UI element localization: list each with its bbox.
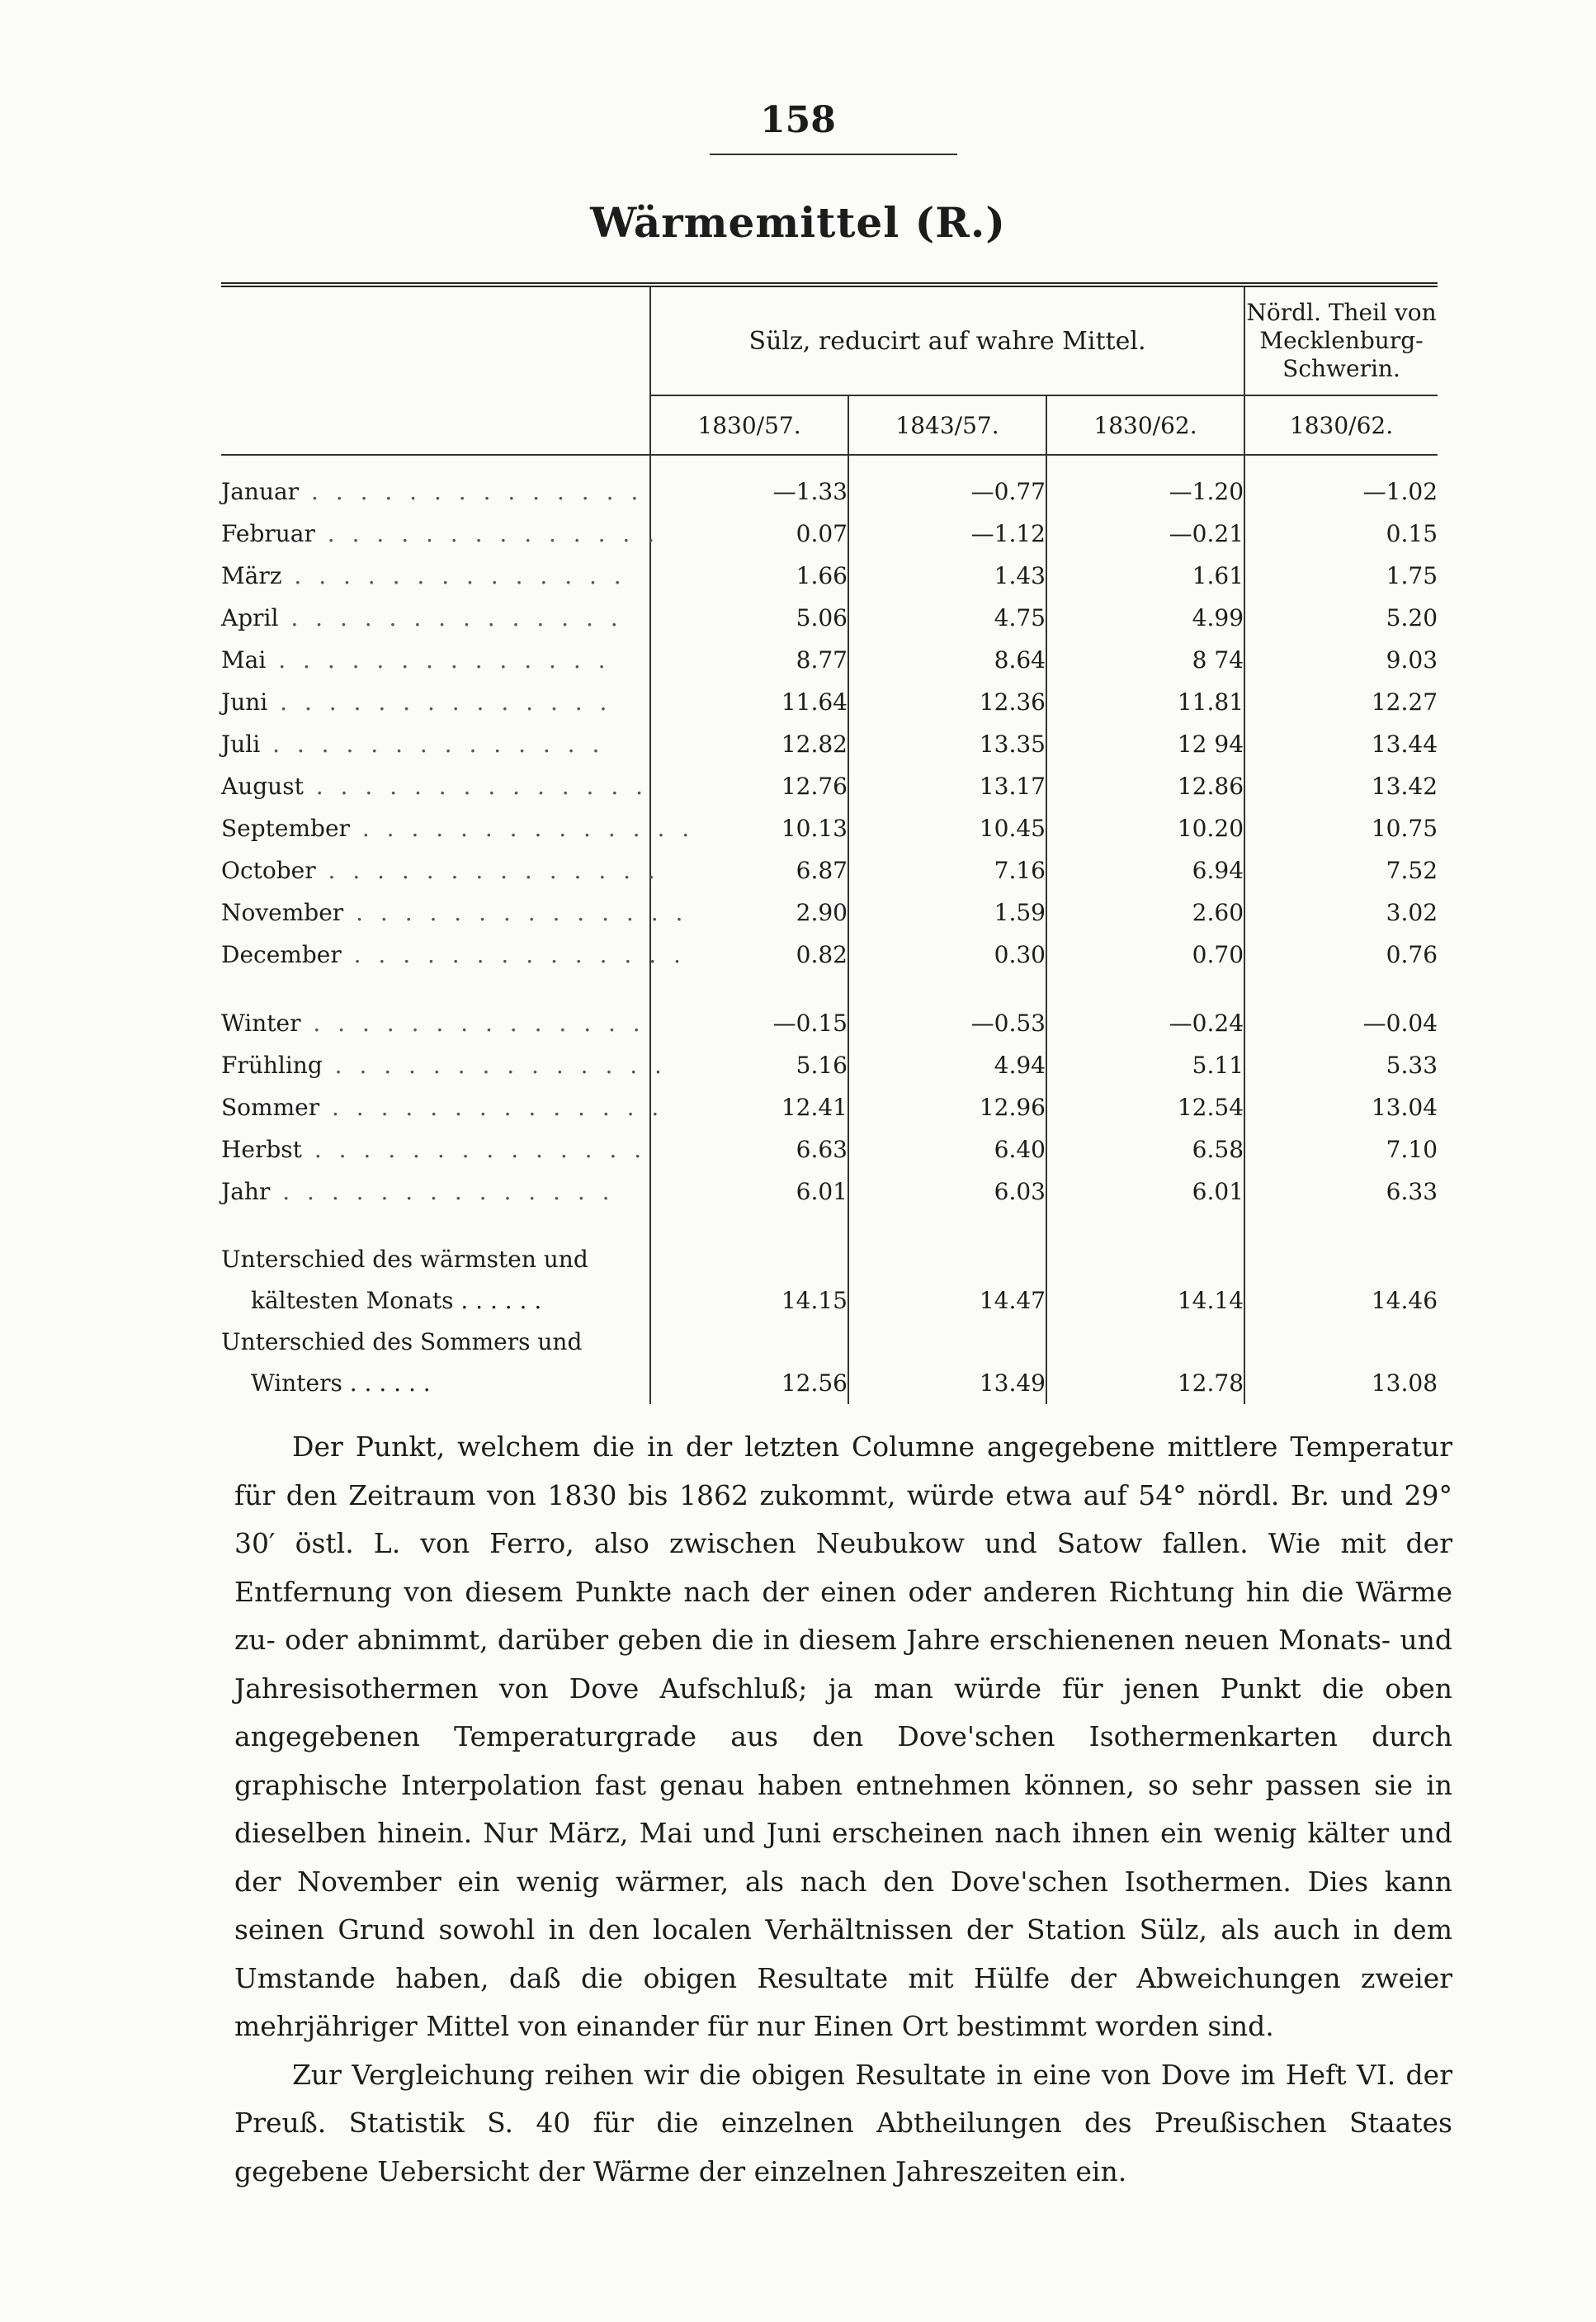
spacer-row xyxy=(221,1213,1438,1239)
row-label-text: Mai xyxy=(221,646,267,674)
value-cell: 7.16 xyxy=(848,849,1046,891)
value-cell: 1.59 xyxy=(848,891,1046,934)
value-cell: 5.06 xyxy=(650,597,848,639)
spacer-cell xyxy=(650,976,848,1002)
value-cell: 8.77 xyxy=(650,639,848,681)
value-cell: —1.02 xyxy=(1244,455,1438,513)
value-cell: 7.10 xyxy=(1244,1128,1438,1170)
difference-label-text: kältesten Monats xyxy=(251,1287,454,1314)
value-cell: 12.56 xyxy=(650,1322,848,1404)
leader-dots: . . . . . . . . . . . . . . xyxy=(301,1136,647,1163)
leader-dots: . . . . . . . . . . . . . . xyxy=(322,1052,667,1079)
value-cell: 14.46 xyxy=(1244,1239,1438,1322)
value-cell: 12.36 xyxy=(848,681,1046,723)
right-header-line: Schwerin. xyxy=(1282,355,1400,382)
table-row xyxy=(221,1002,1438,1044)
value-cell: 4.75 xyxy=(848,597,1046,639)
difference-row xyxy=(221,1239,1438,1322)
label-header-cell xyxy=(221,287,650,455)
row-label xyxy=(221,639,650,681)
value-cell: 12.41 xyxy=(650,1086,848,1128)
row-label xyxy=(221,934,686,976)
difference-label-line xyxy=(221,1280,649,1322)
year-header: 1830/62. xyxy=(1244,395,1438,455)
table-row xyxy=(221,1086,1438,1128)
row-label-text: December xyxy=(221,941,342,968)
value-cell: 11.64 xyxy=(650,681,848,723)
spacer-cell xyxy=(650,1213,848,1239)
row-label-text: November xyxy=(221,899,344,926)
value-cell: 4.99 xyxy=(1046,597,1244,639)
table-row xyxy=(221,891,1438,934)
row-label-text: Februar xyxy=(221,520,315,547)
value-cell: 12.76 xyxy=(650,765,848,807)
table-row xyxy=(221,1128,1438,1170)
right-header-line: Nördl. Theil von xyxy=(1246,299,1437,326)
leader-dots: . . . . . . . . . . . . . . xyxy=(281,562,626,589)
value-cell: 4.94 xyxy=(848,1044,1046,1086)
difference-label xyxy=(221,1239,650,1322)
value-cell: 5.16 xyxy=(650,1044,848,1086)
value-cell: 6.63 xyxy=(650,1128,848,1170)
page-number-rule xyxy=(710,154,957,155)
value-cell: 1.43 xyxy=(848,555,1046,597)
value-cell: 8.64 xyxy=(848,639,1046,681)
row-label-text: Winter xyxy=(221,1010,301,1037)
table-row xyxy=(221,723,1438,765)
value-cell: —0.53 xyxy=(848,1002,1046,1044)
table-title: Wärmemittel (R.) xyxy=(590,198,1006,247)
difference-label-text: Winters xyxy=(251,1369,342,1397)
value-cell: 6.87 xyxy=(650,849,848,891)
value-cell: 0.70 xyxy=(1046,934,1244,976)
value-cell: 0.76 xyxy=(1244,934,1438,976)
value-cell: 7.52 xyxy=(1244,849,1438,891)
value-cell: 0.82 xyxy=(650,934,848,976)
right-header xyxy=(1244,287,1438,395)
row-label-text: Juli xyxy=(221,731,261,758)
row-label xyxy=(221,849,660,891)
row-label-text: März xyxy=(221,562,282,589)
temperature-table xyxy=(221,282,1438,1404)
value-cell: 14.14 xyxy=(1046,1239,1244,1322)
row-label-text: Sommer xyxy=(221,1094,320,1121)
row-label-text: August xyxy=(221,773,304,800)
value-cell: 0.15 xyxy=(1244,513,1438,555)
spacer-cell xyxy=(1244,1213,1438,1239)
value-cell: 10.45 xyxy=(848,807,1046,849)
value-cell: 14.15 xyxy=(650,1239,848,1322)
value-cell: 12.78 xyxy=(1046,1322,1244,1404)
data-table xyxy=(221,287,1438,1404)
row-label-text: Herbst xyxy=(221,1136,302,1163)
value-cell: 1.66 xyxy=(650,555,848,597)
table-row xyxy=(221,455,1438,513)
row-label xyxy=(221,891,688,934)
value-cell: 13.04 xyxy=(1244,1086,1438,1128)
row-label xyxy=(221,807,695,849)
table-row xyxy=(221,807,1438,849)
row-label xyxy=(221,1170,650,1213)
value-cell: 12.86 xyxy=(1046,765,1244,807)
value-cell: 0.30 xyxy=(848,934,1046,976)
leader-dots: . . . . . . . . . . . . . . xyxy=(315,857,660,884)
value-cell: 10.75 xyxy=(1244,807,1438,849)
value-cell: —1.33 xyxy=(650,455,848,513)
year-header: 1843/57. xyxy=(848,395,1046,455)
row-label-text: Frühling xyxy=(221,1052,323,1079)
leader-dots: . . . . . . . . . . . . . . xyxy=(260,731,605,758)
value-cell: 6.33 xyxy=(1244,1170,1438,1213)
value-cell: —1.20 xyxy=(1046,455,1244,513)
value-cell: 2.60 xyxy=(1046,891,1244,934)
table-row xyxy=(221,765,1438,807)
row-label xyxy=(221,681,650,723)
leader-dots: . . . . . . . . . . . . . . xyxy=(314,520,660,547)
group-header: Sülz, reducirt auf wahre Mittel. xyxy=(650,287,1244,395)
value-cell: 13.08 xyxy=(1244,1322,1438,1404)
value-cell: 5.33 xyxy=(1244,1044,1438,1086)
leader-dots: . . . . . . . . . . . . . . xyxy=(349,815,695,842)
row-label xyxy=(221,1086,664,1128)
leader-dots: . . . . . . . . . . . . . . xyxy=(303,773,649,800)
value-cell: 10.20 xyxy=(1046,807,1244,849)
value-cell: 1.61 xyxy=(1046,555,1244,597)
row-label xyxy=(221,455,650,513)
row-label-text: September xyxy=(221,815,350,842)
table-row xyxy=(221,597,1438,639)
value-cell: 6.01 xyxy=(1046,1170,1244,1213)
value-cell: 6.03 xyxy=(848,1170,1046,1213)
leader-dots: . . . . . . . . . . . . . . xyxy=(299,478,644,505)
value-cell: 6.40 xyxy=(848,1128,1046,1170)
leader-dots: . . . . . . xyxy=(342,1369,431,1397)
value-cell: 3.02 xyxy=(1244,891,1438,934)
value-cell: 6.58 xyxy=(1046,1128,1244,1170)
value-cell: 13.44 xyxy=(1244,723,1438,765)
value-cell: —0.21 xyxy=(1046,513,1244,555)
leader-dots: . . . . . . . . . . . . . . xyxy=(341,941,686,968)
paragraph: Zur Vergleichung reihen wir die obigen Resultate in eine von Dove im Heft VI. der Preuß. Statistik S. 40 für die einzelnen Abtheilungen des Preußischen Staates gegebene Uebersicht der Wärme der einzelnen Jahreszeiten ein. xyxy=(234,2058,1452,2187)
difference-label-line xyxy=(221,1363,649,1404)
value-cell: 13.35 xyxy=(848,723,1046,765)
spacer-cell xyxy=(848,976,1046,1002)
value-cell: 12.54 xyxy=(1046,1086,1244,1128)
table-row xyxy=(221,555,1438,597)
row-label-text: Januar xyxy=(221,478,300,505)
difference-row xyxy=(221,1322,1438,1404)
row-label xyxy=(221,597,650,639)
value-cell: —0.04 xyxy=(1244,1002,1438,1044)
table-row xyxy=(221,934,1438,976)
spacer-cell xyxy=(1046,1213,1244,1239)
value-cell: 11.81 xyxy=(1046,681,1244,723)
leader-dots: . . . . . . . . . . . . . . xyxy=(278,604,623,631)
value-cell: 6.94 xyxy=(1046,849,1244,891)
value-cell: 5.20 xyxy=(1244,597,1438,639)
row-label xyxy=(221,1128,650,1170)
year-header: 1830/62. xyxy=(1046,395,1244,455)
spacer-cell xyxy=(848,1213,1046,1239)
value-cell: 6.01 xyxy=(650,1170,848,1213)
right-header-line: Mecklenburg- xyxy=(1259,327,1424,354)
leader-dots: . . . . . . . . . . . . . . xyxy=(319,1094,664,1121)
leader-dots: . . . . . . . . . . . . . . xyxy=(270,1178,615,1205)
value-cell: 13.49 xyxy=(848,1322,1046,1404)
table-row xyxy=(221,513,1438,555)
difference-label xyxy=(221,1322,650,1404)
value-cell: 8 74 xyxy=(1046,639,1244,681)
value-cell: —0.24 xyxy=(1046,1002,1244,1044)
value-cell: 0.07 xyxy=(650,513,848,555)
row-label xyxy=(221,555,650,597)
row-label xyxy=(221,723,650,765)
paragraph: Der Punkt, welchem die in der letzten Columne angegebene mittlere Temperatur für den Zeitraum von 1830 bis 1862 zukommt, würde etwa auf 54° nördl. Br. und 29° 30′ östl. L. von Ferro, also zwischen Neubukow und Satow fallen. Wie mit der Entfernung von diesem Punkte nach der einen oder anderen Richtung hin die Wärme zu- oder abnimmt, darüber geben die in diesem Jahre erschienenen neuen Monats- und Jahresisothermen von Dove Aufschluß; ja man würde für jenen Punkt die oben angegebenen Temperaturgrade aus den Dove'schen Isothermenkarten durch graphische Interpolation fast genau haben entnehmen können, so sehr passen sie in dieselben hinein. Nur März, Mai und Juni erscheinen nach ihnen ein wenig kälter und der November ein wenig wärmer, als nach den Dove'schen Isothermen. Dies kann seinen Grund sowohl in den localen Verhältnissen der Station Sülz, als auch in dem Umstande haben, daß die obigen Resultate mit Hülfe der Abweichungen zweier mehrjähriger Mittel von einander für nur Einen Ort bestimmt worden sind. xyxy=(234,1431,1452,2042)
leader-dots: . . . . . . . . . . . . . . xyxy=(343,899,688,926)
row-label xyxy=(221,513,660,555)
leader-dots: . . . . . . xyxy=(453,1287,542,1314)
value-cell: —0.77 xyxy=(848,455,1046,513)
table-row xyxy=(221,1044,1438,1086)
value-cell: 9.03 xyxy=(1244,639,1438,681)
body-text xyxy=(234,1423,1452,2196)
spacer-cell xyxy=(221,1213,650,1239)
row-label-text: Jahr xyxy=(221,1178,271,1205)
table-row xyxy=(221,681,1438,723)
value-cell: —1.12 xyxy=(848,513,1046,555)
value-cell: 2.90 xyxy=(650,891,848,934)
leader-dots: . . . . . . . . . . . . . . xyxy=(267,688,612,716)
value-cell: 12 94 xyxy=(1046,723,1244,765)
value-cell: 14.47 xyxy=(848,1239,1046,1322)
table-row xyxy=(221,849,1438,891)
row-label-text: Juni xyxy=(221,688,268,716)
row-label xyxy=(221,1044,667,1086)
value-cell: 12.96 xyxy=(848,1086,1046,1128)
difference-label-line: Unterschied des Sommers und xyxy=(221,1328,583,1355)
value-cell: —0.15 xyxy=(650,1002,848,1044)
row-label-text: October xyxy=(221,857,316,884)
spacer-row xyxy=(221,976,1438,1002)
value-cell: 10.13 xyxy=(650,807,848,849)
leader-dots: . . . . . . . . . . . . . . xyxy=(300,1010,645,1037)
value-cell: 12.82 xyxy=(650,723,848,765)
year-header: 1830/57. xyxy=(650,395,848,455)
row-label xyxy=(221,1002,650,1044)
table-row xyxy=(221,639,1438,681)
table-row xyxy=(221,1170,1438,1213)
page-number: 158 xyxy=(760,99,836,141)
value-cell: 13.17 xyxy=(848,765,1046,807)
row-label xyxy=(221,765,650,807)
row-label-text: April xyxy=(221,604,279,631)
spacer-cell xyxy=(1244,976,1438,1002)
spacer-cell xyxy=(221,976,650,1002)
value-cell: 5.11 xyxy=(1046,1044,1244,1086)
difference-label-line: Unterschied des wärmsten und xyxy=(221,1246,588,1273)
leader-dots: . . . . . . . . . . . . . . xyxy=(266,646,611,674)
value-cell: 12.27 xyxy=(1244,681,1438,723)
spacer-cell xyxy=(1046,976,1244,1002)
value-cell: 13.42 xyxy=(1244,765,1438,807)
value-cell: 1.75 xyxy=(1244,555,1438,597)
